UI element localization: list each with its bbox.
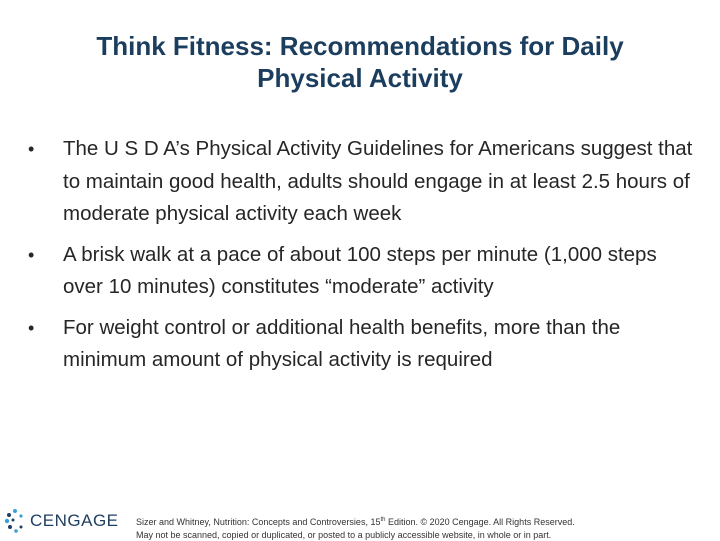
rights-line: May not be scanned, copied or duplicated, or posted to a publicly accessible website, in whole or in part.	[136, 529, 706, 541]
cengage-dots-icon	[4, 508, 26, 534]
bullet-item	[28, 239, 693, 304]
bullet-text: The U S D A’s Physical Activity Guidelines for Americans suggest that to maintain good health, adults should engage in at least 2.5 hours of moderate physical activity each week	[63, 137, 692, 225]
copyright-footer	[136, 514, 706, 541]
bullet-item	[28, 133, 693, 231]
copyright-text: Edition. © 2020 Cengage. All Rights Reserved.	[385, 517, 574, 527]
citation-text: Sizer and Whitney, Nutrition: Concepts and Controversies, 15	[136, 517, 380, 527]
bullet-text: A brisk walk at a pace of about 100 steps per minute (1,000 steps over 10 minutes) constitutes “moderate” activity	[63, 243, 657, 299]
bullet-dot: •	[28, 239, 34, 272]
bullet-text: For weight control or additional health benefits, more than the minimum amount of physical activity is required	[63, 316, 620, 372]
cengage-logo	[4, 508, 119, 534]
slide-title: Think Fitness: Recommendations for Daily Physical Activity	[40, 30, 680, 94]
edition-superscript: th	[380, 517, 385, 523]
bullet-dot: •	[28, 133, 34, 166]
cengage-logo-text: CENGAGE	[30, 511, 119, 531]
bullet-dot: •	[28, 312, 34, 345]
citation-line	[136, 514, 706, 529]
bullet-list	[28, 133, 693, 385]
bullet-item	[28, 312, 693, 377]
